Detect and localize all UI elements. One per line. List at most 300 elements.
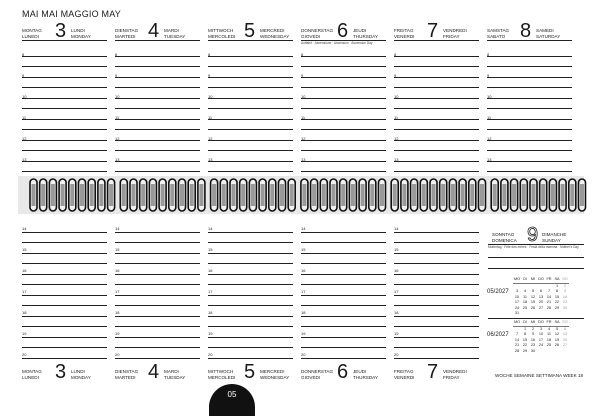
hour-label: 10 [115,94,120,99]
ruled-line [22,98,107,99]
hour-label: 15 [301,247,306,252]
ruled-line [115,140,200,141]
ruled-line [115,98,200,99]
ruled-line [115,274,200,275]
day-number: 6 [337,20,349,42]
calendar-day: 3 [515,289,519,293]
hour-label: 16 [115,268,120,273]
day-name-right [164,28,185,40]
month-title: MAI MAI MAGGIO MAY [22,9,121,19]
spiral-ring [69,179,76,211]
ruled-line [115,108,200,109]
header-underline [208,40,293,41]
ruled-line [487,140,572,141]
day-header-top [394,20,479,48]
weekday-header: SA [554,277,560,281]
ruled-line [487,108,572,109]
ruled-line [487,66,572,67]
hour-label: 11 [301,115,306,120]
ruled-line [22,161,107,162]
hour-label: 11 [115,115,120,120]
ruled-line [208,274,293,275]
divider-line [488,318,584,319]
ruled-line [22,305,107,306]
ruled-line [394,274,479,275]
calendar-day: 21 [546,300,552,304]
hour-label: 13 [487,157,492,162]
day-name-right [71,28,91,40]
ruled-line [208,358,293,359]
calendar-day: 19 [554,337,560,342]
weekday-header: SA [554,320,560,324]
day-name-left [492,232,517,244]
calendar-day: 29 [522,348,528,353]
spiral-ring [511,179,518,211]
hour-label: 10 [487,94,492,99]
ruled-line [487,98,572,99]
calendar-day: 27 [538,305,544,310]
spiral-ring [311,179,318,211]
spiral-ring [198,179,205,211]
calendar-day: 28 [546,305,552,310]
hour-label: 14 [115,226,120,231]
calendar-day [529,311,537,317]
ruled-line [301,232,386,233]
ruled-line [115,119,200,120]
calendar-day: 21 [514,343,520,347]
hour-label: 8 [22,52,25,57]
day-name: DIENSTAG [115,28,139,33]
day-name: GIOVEDI [301,34,321,39]
day-name: MARDI [164,28,179,33]
day-name: MERCOLEDI [208,34,236,39]
calendar-day [537,311,545,317]
spiral-ring [188,179,195,211]
ruled-line [301,337,386,338]
day-name: LUNDI [71,369,85,374]
ruled-line [301,56,386,57]
ruled-line [301,253,386,254]
ruled-line [301,161,386,162]
ruled-line [22,326,107,327]
hour-label: 17 [301,289,306,294]
ruled-line [487,150,572,151]
weekday-header: MO [513,277,521,281]
calendar-day: 14 [546,294,552,299]
spiral-ring [369,179,376,211]
day-name: MERCREDI [260,369,285,374]
ruled-line [115,150,200,151]
hour-label: 17 [208,289,213,294]
day-name: SATURDAY [536,34,561,39]
day-name-left [208,28,235,40]
page-number-tab[interactable]: 05 [209,384,255,416]
hour-label: 19 [208,331,213,336]
ruled-line [488,257,584,258]
day-name: MONTAG [22,369,42,374]
ruled-line [115,326,200,327]
spiral-ring [349,179,356,211]
hour-label: 9 [22,73,25,78]
ruled-line [208,305,293,306]
calendar-day: 22 [554,300,560,304]
spiral-ring [40,179,47,211]
hour-label: 13 [115,157,120,162]
hour-label: 11 [487,115,492,120]
day-number: 3 [55,361,67,383]
day-name-right [164,369,185,381]
ruled-line [22,129,107,130]
mini-calendar-month: 06/2027 [487,332,509,338]
ruled-line [487,161,572,162]
spiral-ring [130,179,137,211]
ruled-line [22,347,107,348]
ruled-line [208,337,293,338]
ruled-line [394,66,479,67]
day-header-bottom [208,361,293,389]
hour-label: 15 [208,247,213,252]
calendar-day: 23 [530,343,536,347]
day-name: VENDREDI [443,28,467,33]
hour-label: 16 [301,268,306,273]
spiral-ring [301,179,308,211]
day-name-right [443,369,467,381]
hour-label: 13 [301,157,306,162]
calendar-day: 28 [514,348,520,353]
ruled-line [301,274,386,275]
hour-label: 17 [394,289,399,294]
hour-label: 14 [22,226,27,231]
hour-label: 19 [115,331,120,336]
day-number: 4 [148,361,160,383]
day-name-right [260,28,289,40]
ruled-line [22,242,107,243]
day-header-bottom [301,361,386,389]
day-number: 6 [337,361,349,383]
ruled-line [208,242,293,243]
spiral-ring [449,179,456,211]
hour-label: 15 [22,247,27,252]
ruled-line [208,263,293,264]
spiral-ring [320,179,327,211]
hour-label: 8 [301,52,304,57]
holiday-note: Auffahrt · Ascensione · Ascension · Ascension Day [301,41,373,45]
calendar-day: 14 [514,337,520,342]
hour-label: 10 [301,94,306,99]
ruled-line [301,347,386,348]
calendar-day: 15 [522,337,528,342]
spiral-ring [30,179,37,211]
ruled-line [208,253,293,254]
hour-label: 18 [208,310,213,315]
day-name-left [22,28,42,40]
day-name: MARTEDI [115,375,136,380]
calendar-day [521,311,529,317]
ruled-line [487,77,572,78]
weekday-header: DO [538,277,544,281]
weekday-header: MI [530,277,536,281]
spiral-ring [49,179,56,211]
ruled-line [22,316,107,317]
calendar-day: 27 [562,343,568,347]
ruled-line [115,284,200,285]
hour-label: 16 [394,268,399,273]
hour-label: 20 [22,352,27,357]
day-name-right [71,369,91,381]
ruled-line [208,66,293,67]
ruled-line [115,232,200,233]
day-header-bottom [394,361,479,389]
weekday-header: MO [513,320,521,324]
ruled-line [301,263,386,264]
spiral-ring [430,179,437,211]
day-name: MERCREDI [260,28,285,33]
weekday-header: FR [546,277,552,281]
day-number: 9 [527,224,539,246]
spiral-ring [530,179,537,211]
calendar-day: 22 [522,343,528,347]
day-header-top [115,20,200,48]
ruled-line [301,108,386,109]
ruled-line [394,253,479,254]
day-name: VENERDI [394,375,415,380]
day-name: FREITAG [394,369,414,374]
ruled-line [394,150,479,151]
hour-label: 14 [301,226,306,231]
day-header-bottom [22,361,107,389]
hour-label: 13 [22,157,27,162]
hour-label: 12 [487,136,492,141]
spiral-ring [288,179,295,211]
ruled-line [487,129,572,130]
mini-calendar-grid [513,277,569,317]
day-name: VENDREDI [443,369,467,374]
hour-label: 19 [301,331,306,336]
spiral-ring [469,179,476,211]
weekday-header: DI [521,320,529,326]
hour-label: 9 [301,73,304,78]
ruled-line [115,171,200,172]
spiral-ring [140,179,147,211]
calendar-day: 1 [555,283,559,288]
calendar-day: 25 [522,305,528,310]
ruled-line [301,326,386,327]
ruled-line [487,56,572,57]
hour-label: 10 [208,94,213,99]
ruled-line [208,140,293,141]
mini-calendar [487,277,585,319]
ruled-line [394,171,479,172]
ruled-line [208,77,293,78]
ruled-line [394,108,479,109]
ruled-line [301,140,386,141]
weekday-header: MI [530,320,536,324]
ruled-line [394,347,479,348]
calendar-day: 5 [555,326,559,331]
spiral-ring [88,179,95,211]
calendar-day [553,311,561,317]
ruled-line [301,77,386,78]
calendar-day: 26 [530,305,536,310]
hour-label: 13 [208,157,213,162]
hour-label: 17 [115,289,120,294]
calendar-day: 2 [531,326,535,331]
day-name-right [542,232,567,244]
day-name: LUNEDI [22,34,39,39]
hour-label: 8 [115,52,118,57]
hour-label: 16 [208,268,213,273]
day-name: DOMENICA [492,238,517,243]
ruled-line [394,358,479,359]
spiral-ring [479,179,486,211]
mini-calendar-grid [513,320,569,354]
ruled-line [301,129,386,130]
ruled-line [22,358,107,359]
calendar-day: 10 [514,294,520,299]
ruled-line [22,274,107,275]
hour-label: 18 [394,310,399,315]
day-name-right [353,28,378,40]
calendar-day: 26 [554,343,560,347]
spiral-ring [330,179,337,211]
hour-label: 20 [115,352,120,357]
day-header-top [208,20,293,48]
calendar-day: 13 [538,294,544,299]
day-number: 7 [427,20,439,42]
ruled-line [487,171,572,172]
ruled-line [115,358,200,359]
calendar-day: 8 [523,332,527,336]
day-number: 5 [244,361,256,383]
calendar-day: 7 [547,289,551,293]
spiral-ring [259,179,266,211]
calendar-day: 18 [546,337,552,342]
hour-label: 19 [394,331,399,336]
day-name: GIOVEDI [301,375,321,380]
day-name: THURSDAY [353,375,378,380]
calendar-day [561,349,569,355]
ruled-line [22,87,107,88]
day-number: 8 [520,20,532,42]
hour-label: 10 [394,94,399,99]
day-name: DIENSTAG [115,369,139,374]
calendar-day [545,311,553,317]
ruled-line [394,119,479,120]
calendar-day: 6 [539,289,543,293]
calendar-day: 12 [554,332,560,336]
ruled-line [115,316,200,317]
ruled-line [394,161,479,162]
day-name: JEUDI [353,369,367,374]
day-number: 3 [55,20,67,42]
day-name: LUNEDI [22,375,39,380]
calendar-day: 23 [562,300,568,304]
hour-label: 11 [208,115,213,120]
day-number: 5 [244,20,256,42]
day-number: 4 [148,20,160,42]
ruled-line [208,56,293,57]
day-name-left [208,369,235,381]
spiral-ring [269,179,276,211]
spiral-ring [279,179,286,211]
ruled-line [22,253,107,254]
ruled-line [301,119,386,120]
ruled-line [301,295,386,296]
day-name: WEDNESDAY [260,375,290,380]
spiral-ring [491,179,498,211]
spiral-ring [179,179,186,211]
day-name: LUNDI [71,28,85,33]
calendar-day: 24 [514,305,520,310]
day-header-bottom [115,361,200,389]
day-name: VENERDI [394,34,415,39]
spiral-ring [459,179,466,211]
ruled-line [115,305,200,306]
header-underline [115,40,200,41]
day-name-left [115,28,138,40]
day-header-top [22,20,107,48]
hour-label: 20 [394,352,399,357]
calendar-day: 31 [514,311,520,315]
day-header-top [487,20,572,48]
ruled-line [394,77,479,78]
day-name: SONNTAG [492,232,515,237]
spiral-ring [579,179,586,211]
ruled-line [115,337,200,338]
hour-label: 18 [115,310,120,315]
hour-label: 17 [22,289,27,294]
hour-label: 16 [22,268,27,273]
ruled-line [115,56,200,57]
ruled-line [115,295,200,296]
hour-label: 12 [115,136,120,141]
spiral-ring [359,179,366,211]
ruled-line [394,326,479,327]
weekday-header: FR [546,320,552,324]
ruled-line [22,77,107,78]
spiral-ring [549,179,556,211]
day-name-right [536,28,560,40]
hour-label: 20 [208,352,213,357]
ruled-line [22,66,107,67]
calendar-day: 16 [530,337,536,342]
ruled-line [22,263,107,264]
day-name: MONDAY [71,34,91,39]
spiral-ring [120,179,127,211]
weekday-header: SO [562,277,568,281]
weekday-header: DO [538,320,544,324]
ruled-line [301,284,386,285]
calendar-day: 19 [530,300,536,304]
hour-label: 10 [22,94,27,99]
calendar-day: 4 [523,289,527,293]
spiral-ring [501,179,508,211]
calendar-day: 4 [547,326,551,331]
ruled-line [301,305,386,306]
ruled-line [301,316,386,317]
ruled-line [208,87,293,88]
ruled-line [22,295,107,296]
ruled-line [208,295,293,296]
day-name: FREITAG [394,28,414,33]
ruled-line [208,129,293,130]
ruled-line [301,98,386,99]
ruled-line [208,119,293,120]
day-name: MITTWOCH [208,369,234,374]
calendar-day: 10 [538,332,544,336]
spiral-ring [540,179,547,211]
hour-label: 12 [22,136,27,141]
